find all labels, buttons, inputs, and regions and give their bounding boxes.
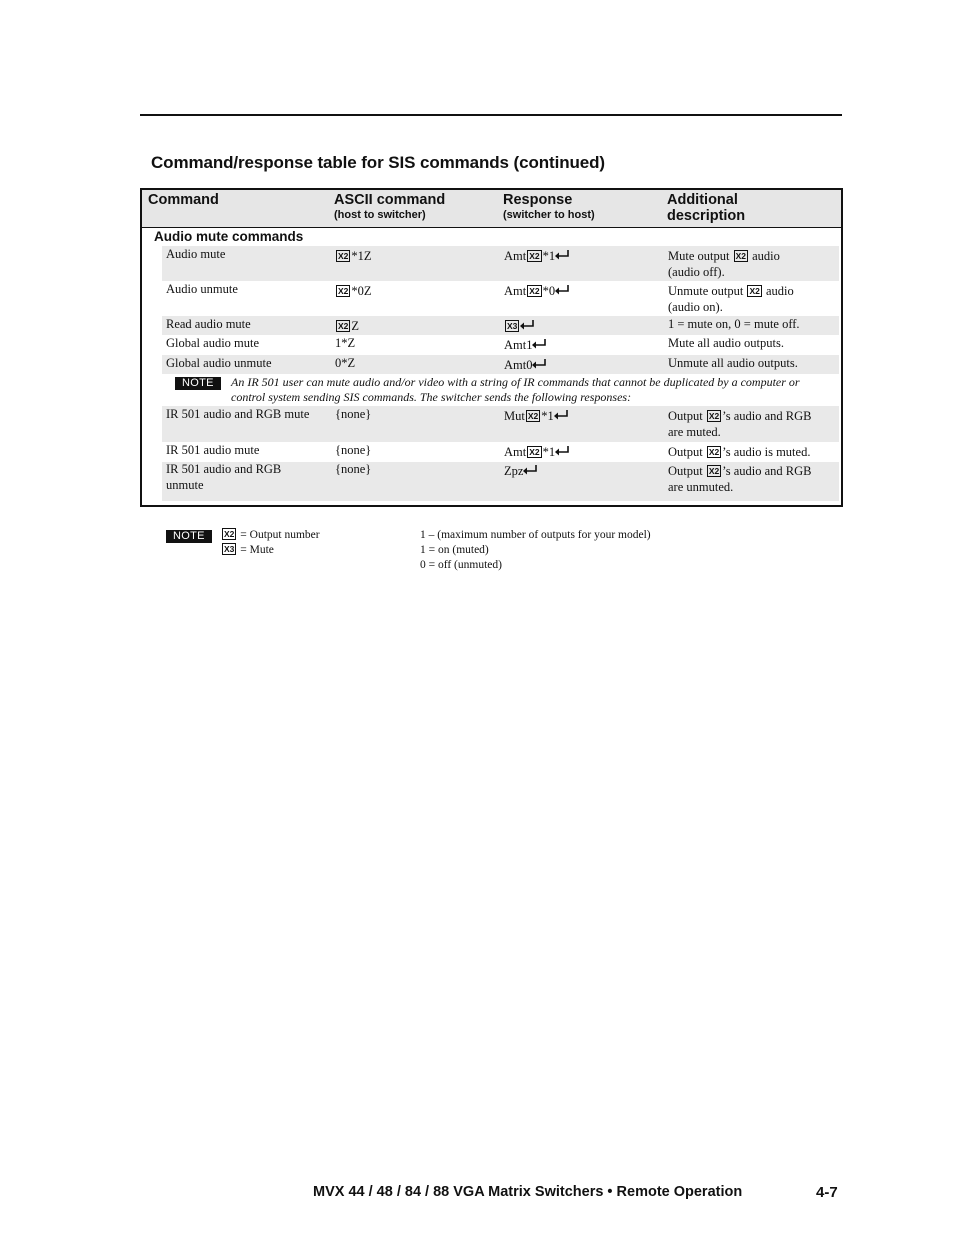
row-response: Amt X2 *0 — [504, 284, 664, 300]
row-response: Amt1 — [504, 338, 664, 354]
x2-variable-icon: X2 — [735, 251, 746, 261]
table-row — [162, 406, 839, 442]
x2-variable-icon: X2 — [224, 529, 235, 539]
page-footer: MVX 44 / 48 / 84 / 88 VGA Matrix Switchers • Remote Operation — [313, 1184, 743, 1200]
row-command: IR 501 audio and RGB mute — [166, 407, 310, 421]
top-rule — [140, 114, 842, 116]
x2-variable-icon: X2 — [708, 447, 720, 457]
row-ascii: X2 *0Z — [338, 284, 372, 298]
table-row — [162, 246, 839, 281]
x2-variable-icon: X2 — [529, 286, 540, 296]
header-command: Command — [148, 192, 219, 208]
table-row — [162, 316, 839, 335]
row-command: Audio mute — [166, 247, 226, 261]
x2-variable-icon: X2 — [338, 251, 349, 261]
header-response — [503, 192, 595, 222]
table-row — [162, 355, 839, 374]
row-command: Global audio mute — [166, 336, 260, 350]
row-description: Output X2 ’s audio and RGB are unmuted. — [668, 464, 812, 494]
header-additional-line1: Additional — [667, 192, 738, 208]
x2-variable-icon: X2 — [529, 251, 540, 261]
return-arrow-icon — [554, 409, 569, 425]
row-command: Audio unmute — [166, 282, 238, 296]
note-badge: NOTE — [166, 530, 212, 543]
row-description: Output X2 ’s audio and RGB are muted. — [668, 409, 812, 439]
row-description: 1 = mute on, 0 = mute off. — [668, 317, 800, 331]
x3-variable-icon: X3 — [224, 544, 235, 554]
return-arrow-icon — [555, 284, 570, 300]
page-number: 4-7 — [816, 1184, 838, 1201]
row-command: IR 501 audio and RGB unmute — [166, 462, 282, 492]
table-header — [142, 190, 841, 228]
row-ascii: 1*Z — [335, 336, 356, 350]
row-ascii: {none} — [335, 407, 372, 421]
x2-variable-icon: X2 — [338, 286, 349, 296]
row-description: Unmute output X2 audio (audio on). — [668, 284, 794, 314]
return-arrow-icon — [523, 464, 538, 480]
return-arrow-icon — [532, 358, 547, 374]
header-ascii-sub: (host to switcher) — [334, 209, 426, 221]
header-ascii-label: ASCII command — [334, 192, 446, 208]
group-title: Audio mute commands — [154, 229, 304, 244]
footnote-values: 1 – (maximum number of outputs for your model) 1 = on (muted) 0 = off (unmuted) — [420, 529, 651, 571]
row-ascii: 0*Z — [335, 356, 356, 370]
header-response-sub: (switcher to host) — [503, 209, 595, 221]
row-ascii: {none} — [335, 443, 372, 457]
row-command: IR 501 audio mute — [166, 443, 260, 457]
return-arrow-icon — [555, 445, 570, 461]
table-row — [162, 281, 839, 316]
return-arrow-icon — [532, 338, 547, 354]
note-badge: NOTE — [175, 377, 221, 390]
table-row — [162, 442, 839, 462]
row-command: Global audio unmute — [166, 356, 272, 370]
row-ascii: {none} — [335, 462, 372, 476]
row-response: Amt X2 *1 — [504, 445, 664, 461]
x2-variable-icon: X2 — [527, 411, 539, 421]
x3-variable-icon: X3 — [507, 321, 518, 331]
header-ascii — [334, 192, 445, 222]
row-response: Amt X2 *1 — [504, 249, 664, 265]
x2-variable-icon: X2 — [708, 466, 720, 476]
return-arrow-icon — [555, 249, 570, 265]
return-arrow-icon — [520, 319, 535, 335]
x2-variable-icon: X2 — [749, 286, 760, 296]
note-text: An IR 501 user can mute audio and/or video with a string of IR commands that cannot be duplicated by a computer or control system sending SIS commands. The switcher sends the following responses: — [231, 375, 800, 404]
row-description: Mute all audio outputs. — [668, 336, 784, 350]
row-ascii: X2 Z — [338, 319, 360, 333]
header-response-label: Response — [503, 192, 573, 208]
row-response: Zpz — [504, 464, 664, 480]
row-response: Amt0 — [504, 358, 664, 374]
header-additional — [667, 192, 745, 224]
row-ascii: X2 *1Z — [338, 249, 372, 263]
row-description: Output X2 ’s audio is muted. — [668, 445, 811, 459]
x2-variable-icon: X2 — [338, 321, 349, 331]
header-additional-line2: description — [667, 208, 746, 224]
row-description: Mute output X2 audio (audio off). — [668, 249, 780, 279]
footnote-definitions: X2 = Output number X3 = Mute — [224, 529, 320, 556]
table-row — [162, 335, 839, 355]
section-title: Command/response table for SIS commands (continued) — [151, 153, 605, 172]
sis-command-table — [140, 188, 843, 507]
row-response — [504, 319, 664, 335]
table-row — [162, 462, 839, 501]
row-description: Unmute all audio outputs. — [668, 356, 798, 370]
row-response: Mut X2 *1 — [504, 409, 664, 425]
x2-variable-icon: X2 — [529, 447, 540, 457]
x2-variable-icon: X2 — [708, 411, 720, 421]
row-command: Read audio mute — [166, 317, 251, 331]
